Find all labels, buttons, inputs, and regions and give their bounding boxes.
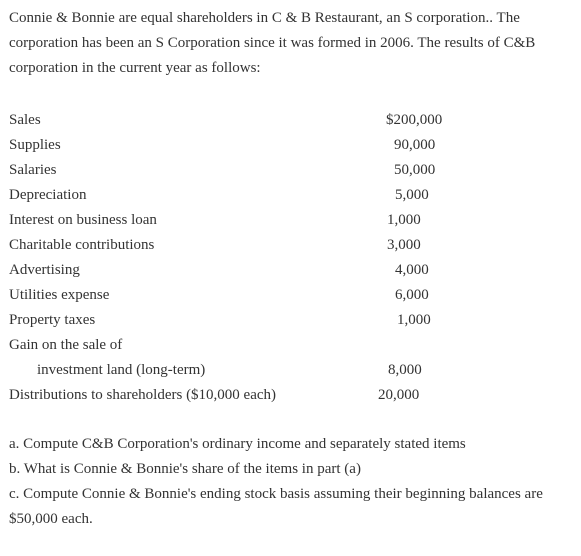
row-value: 20,000 [378, 387, 420, 403]
table-row [9, 233, 569, 258]
row-value: 1,000 [397, 312, 431, 328]
problem-intro: Connie & Bonnie are equal shareholders in C & B Restaurant, an S corporation.. The corporation has been an S Corporation since it was formed in 2006. The results of C&B corporation in the current year as follows: [9, 10, 536, 76]
row-value: 5,000 [395, 187, 429, 203]
row-value: 1,000 [387, 212, 421, 228]
row-label: Utilities expense [9, 287, 110, 303]
row-value: 8,000 [388, 362, 422, 378]
table-row [9, 383, 569, 408]
row-value: 6,000 [395, 287, 429, 303]
question-a: a. Compute C&B Corporation's ordinary income and separately stated items [9, 436, 466, 452]
row-value: $200,000 [386, 112, 443, 128]
table-row [9, 208, 569, 233]
table-row [9, 283, 569, 308]
row-label: Salaries [9, 162, 57, 178]
table-row [9, 358, 569, 383]
row-label: Property taxes [9, 312, 96, 328]
row-label: Gain on the sale of [9, 337, 123, 353]
question-b: b. What is Connie & Bonnie's share of the items in part (a) [9, 461, 361, 477]
row-value: 50,000 [394, 162, 436, 178]
financial-results-table [9, 108, 569, 408]
row-label: Supplies [9, 137, 61, 153]
table-row [9, 258, 569, 283]
question-list [9, 432, 575, 532]
table-row [9, 183, 569, 208]
row-value: 90,000 [394, 137, 436, 153]
table-row [9, 108, 569, 133]
row-label: investment land (long-term) [37, 362, 206, 378]
row-value: 3,000 [387, 237, 421, 253]
table-row [9, 133, 569, 158]
question-c: c. Compute Connie & Bonnie's ending stock basis assuming their beginning balances are $50,000 each. [9, 486, 543, 527]
row-value: 4,000 [395, 262, 429, 278]
table-row [9, 333, 569, 358]
table-row [9, 158, 569, 183]
row-label: Charitable contributions [9, 237, 155, 253]
table-row [9, 308, 569, 333]
row-label: Sales [9, 112, 41, 128]
row-label: Distributions to shareholders ($10,000 each) [9, 387, 277, 403]
row-label: Advertising [9, 262, 80, 278]
row-label: Interest on business loan [9, 212, 157, 228]
row-label: Depreciation [9, 187, 87, 203]
